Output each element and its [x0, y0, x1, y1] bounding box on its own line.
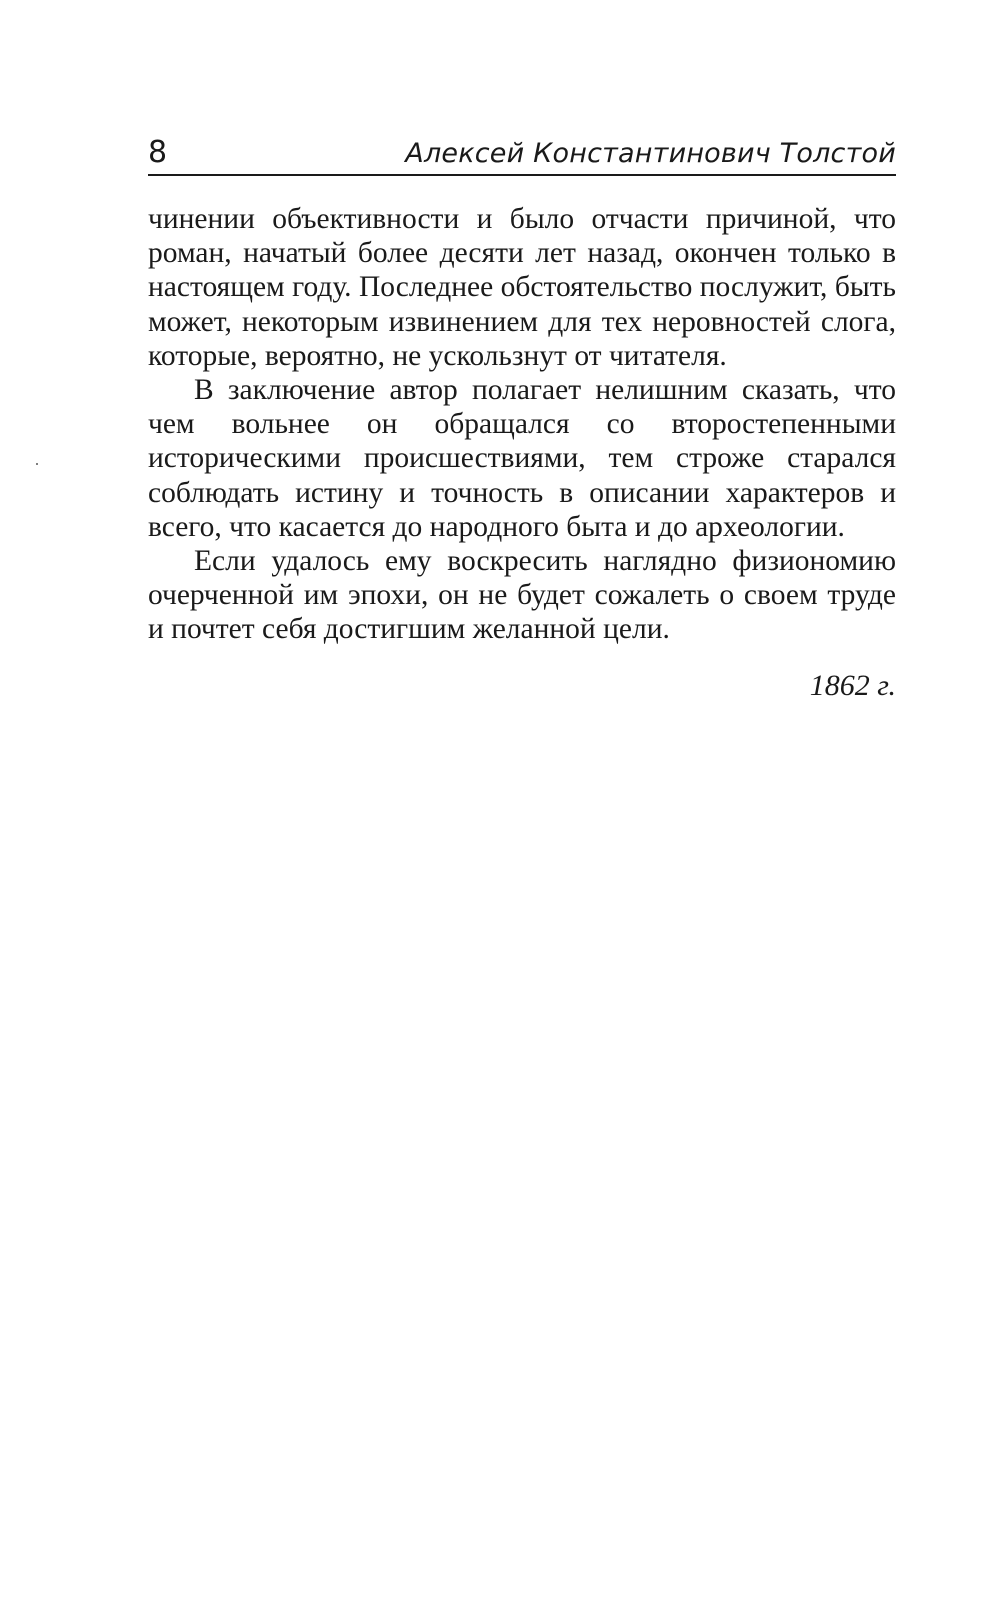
page-number: 8 — [148, 135, 168, 170]
paragraph-final: Если удалось ему воскресить наглядно физиономию очерченной им эпохи, он не будет сожалеть о своем труде и почтет себя достигшим желанной цели. — [148, 545, 896, 646]
body-text — [148, 202, 896, 647]
print-speck — [36, 463, 38, 465]
date-signature: 1862 г. — [809, 669, 896, 702]
paragraph-conclusion: В заключение автор полагает нелишним сказать, что чем вольнее он обращался со второстепенными историческими происшествиями, тем строже старался соблюдать истину и точность в описании характеров и всего, что касается до народного быта и до археологии. — [148, 374, 896, 543]
paragraph-continued: чинении объективности и было отчасти причиной, что роман, начатый более десяти лет назад, окончен только в настоящем году. Последнее обстоятельство послужит, быть может, некоторым извинением для тех неровностей слога, которые, вероятно, не ускользнут от читателя. — [148, 203, 896, 372]
running-title: Алексей Константинович Толстой — [405, 138, 896, 169]
running-head — [148, 134, 896, 176]
